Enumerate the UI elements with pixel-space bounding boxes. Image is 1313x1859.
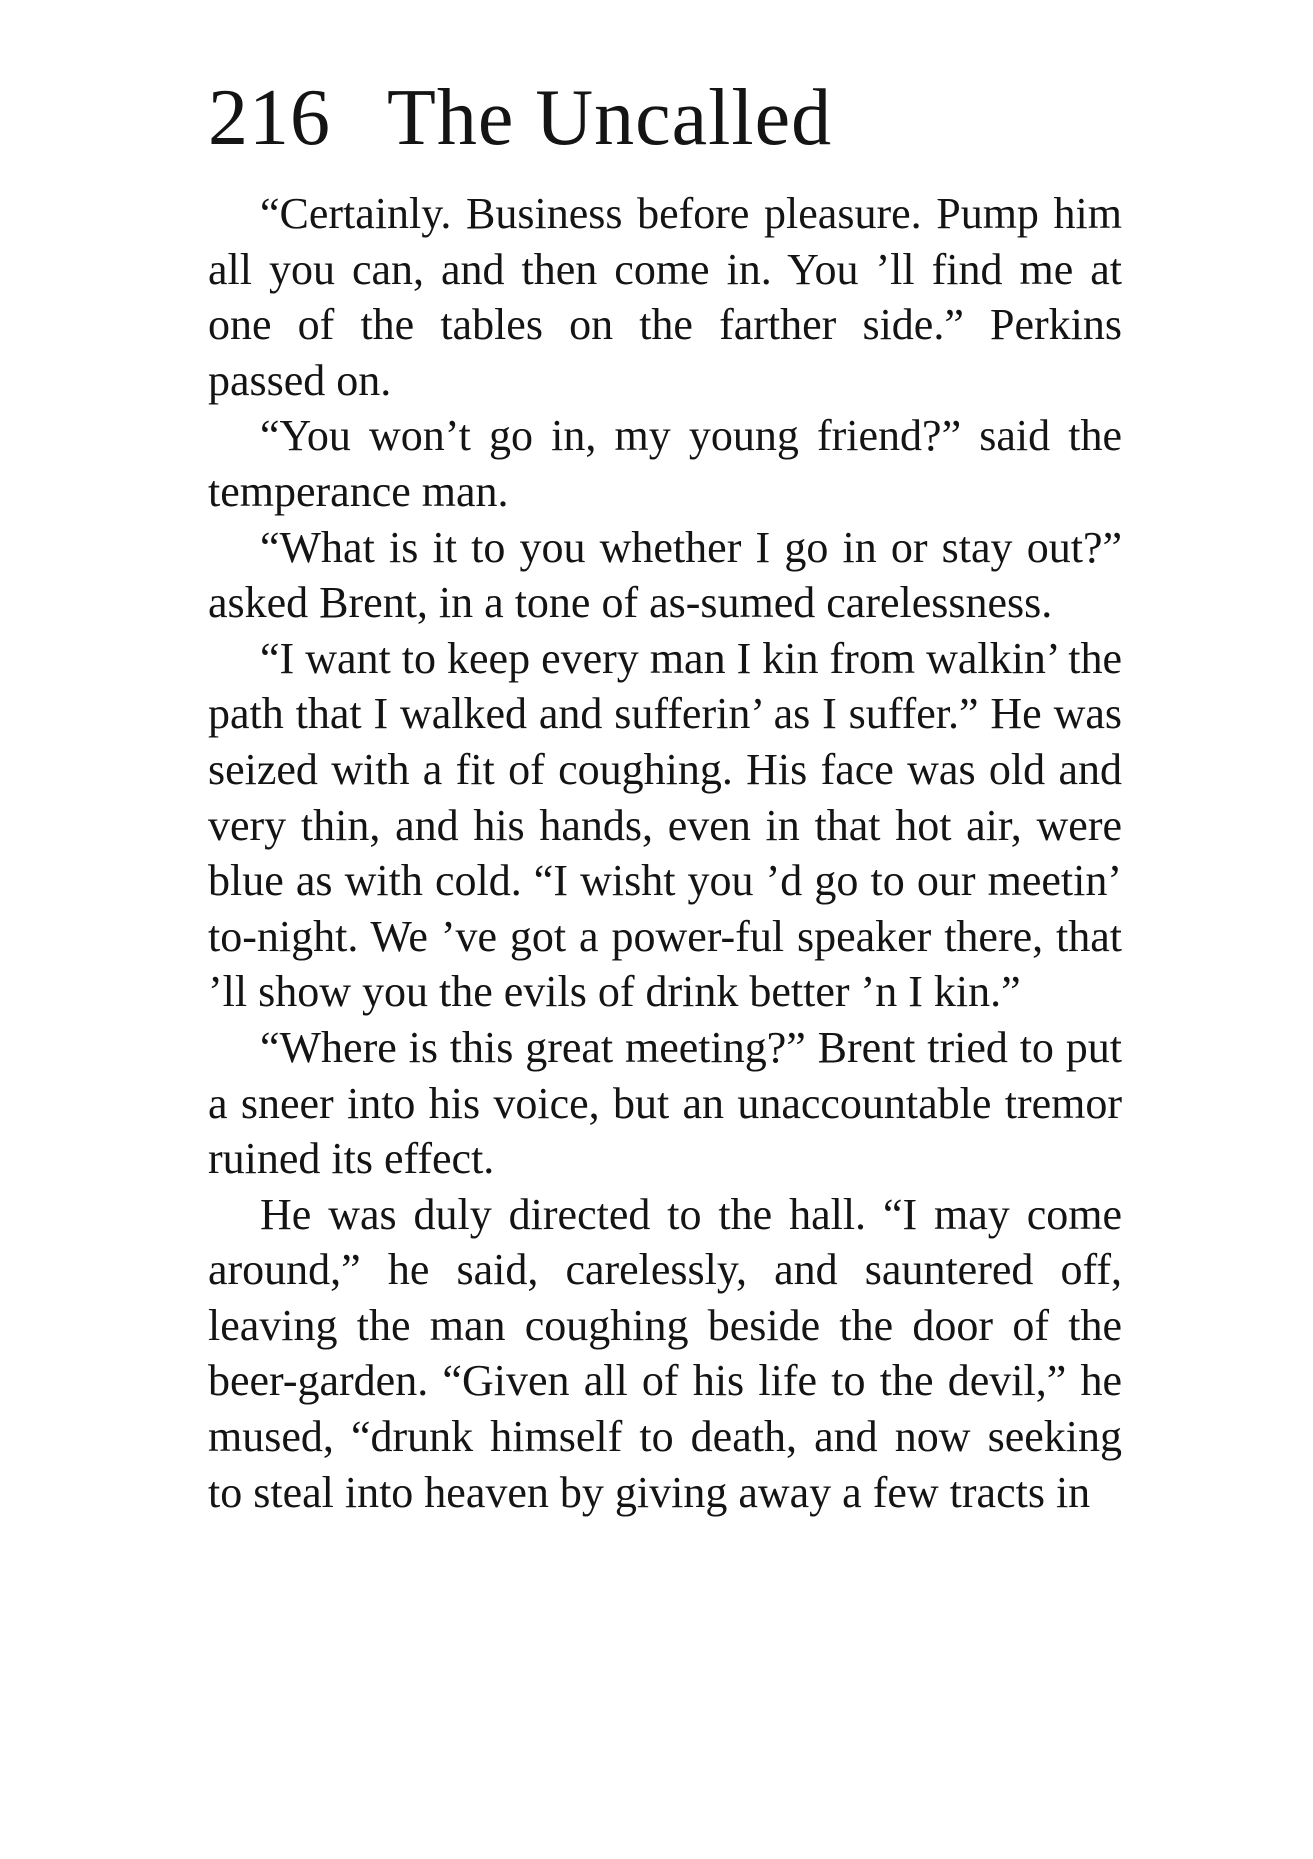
running-title: The Uncalled [387, 74, 833, 162]
paragraph: “You won’t go in, my young friend?” said the temperance man. [208, 411, 1122, 516]
body-text [208, 186, 1122, 1520]
paragraph: “I want to keep every man I kin from walkin’ the path that I walked and sufferin’ as I suffer.” He was seized with a fit of coughing. His face was old and very thin, and his hands, even in that hot air, were blue as with cold. “I wisht you ’d go to our meetin’ to-night. We ’ve got a power-ful speaker there, that ’ll show you the evils of drink better ’n I kin.” [208, 633, 1122, 1017]
paragraph: “What is it to you whether I go in or stay out?” asked Brent, in a tone of as-sumed carelessness. [208, 522, 1122, 628]
paragraph: He was duly directed to the hall. “I may come around,” he said, carelessly, and sauntered off, leaving the man coughing beside the door of the beer-garden. “Given all of his life to the devil,” he mused, “drunk himself to death, and now seeking to steal into heaven by giving away a few tracts in [208, 1189, 1122, 1517]
paragraph: “Where is this great meeting?” Brent tried to put a sneer into his voice, but an unaccountable tremor ruined its effect. [208, 1022, 1122, 1184]
page-number: 216 [208, 74, 331, 162]
paragraph: “Certainly. Business before pleasure. Pump him all you can, and then come in. You ’ll find me at one of the tables on the farther side.” Perkins passed on. [208, 189, 1122, 405]
page-header [208, 74, 833, 162]
